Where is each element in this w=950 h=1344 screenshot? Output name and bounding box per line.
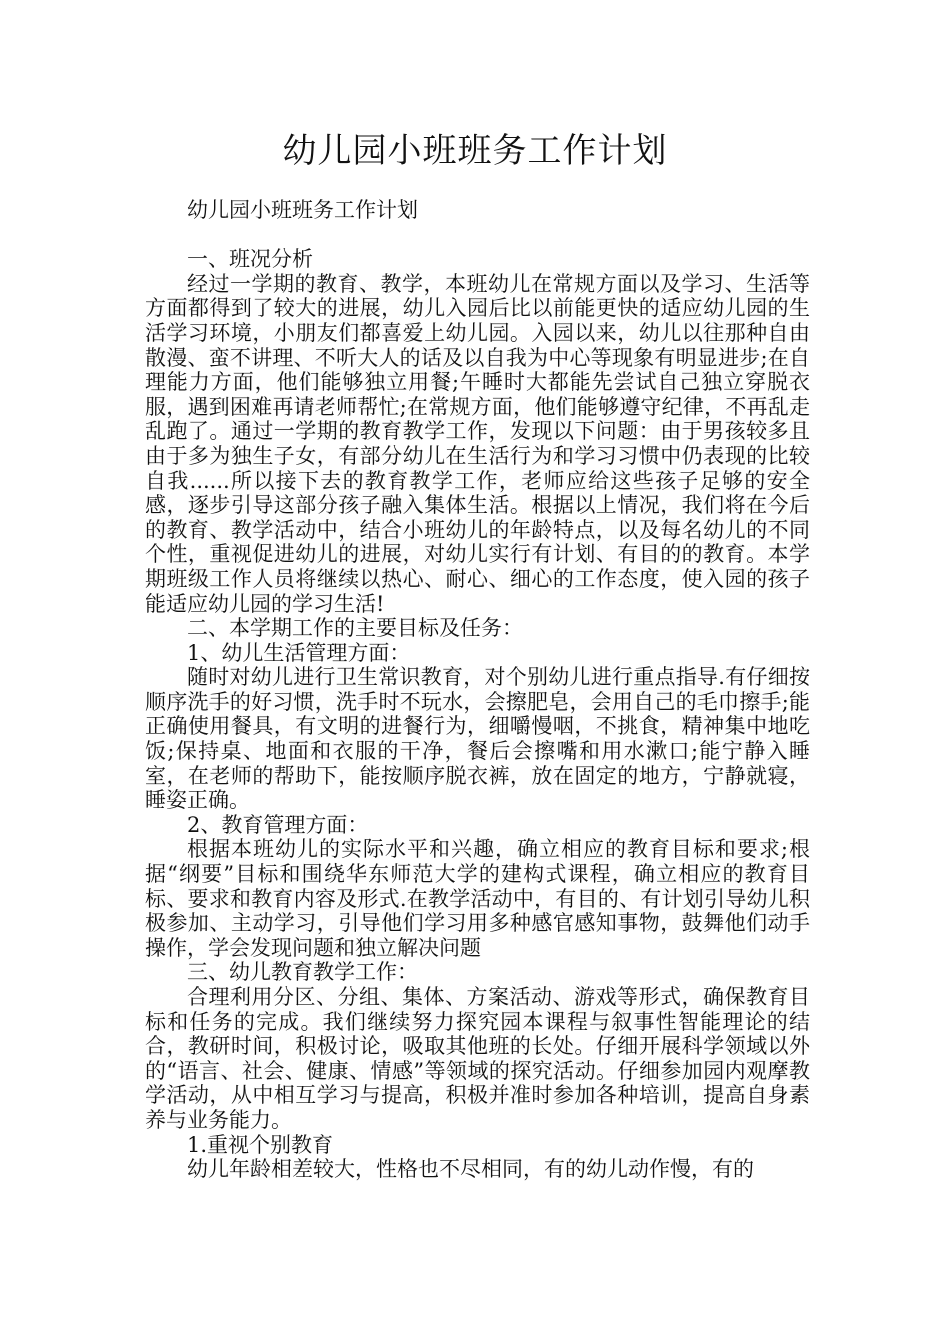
section-2-2-paragraph: 根据本班幼儿的实际水平和兴趣，确立相应的教育目标和要求;根据“纲要”目标和围绕华东师范大学的建构式课程，确立相应的教育目标、要求和教育内容及形式.在教学活动中，有目的、有计划引导幼儿积极参加、主动学习，引导他们学习用多种感官感知事物，鼓舞他们动手操作，学会发现问题和独立解决问题 bbox=[145, 837, 810, 960]
document-title: 幼儿园小班班务工作计划 bbox=[282, 131, 668, 171]
section-1-heading: 一、班况分析 bbox=[187, 247, 313, 272]
section-3-1-paragraph: 幼儿年龄相差较大，性格也不尽相同，有的幼儿动作慢，有的 bbox=[187, 1157, 754, 1182]
document-subtitle: 幼儿园小班班务工作计划 bbox=[187, 198, 418, 222]
section-2-heading: 二、本学期工作的主要目标及任务： bbox=[187, 616, 523, 641]
section-3-paragraph: 合理利用分区、分组、集体、方案活动、游戏等形式，确保教育目标和任务的完成。我们继续努力探究园本课程与叙事性智能理论的结合，教研时间，积极讨论，吸取其他班的长处。仔细开展科学领域以外的“语言、社会、健康、情感”等领域的探究活动。仔细参加园内观摩教学活动，从中相互学习与提高，积极并准时参加各种培训，提高自身素养与业务能力。 bbox=[145, 985, 810, 1132]
section-2-1-heading: 1、幼儿生活管理方面： bbox=[187, 640, 411, 665]
section-2-1-paragraph: 随时对幼儿进行卫生常识教育，对个别幼儿进行重点指导.有仔细按顺序洗手的好习惯，洗手时不玩水，会擦肥皂，会用自己的毛巾擦手;能正确使用餐具，有文明的进餐行为，细嚼慢咽，不挑食，精神集中地吃饭;保持桌、地面和衣服的干净，餐后会擦嘴和用水漱口;能宁静入睡室，在老师的帮助下，能按顺序脱衣裤，放在固定的地方，宁静就寝，睡姿正确。 bbox=[145, 665, 810, 813]
section-3-1-heading: 1.重视个别教育 bbox=[187, 1132, 334, 1157]
section-1-paragraph: 经过一学期的教育、教学，本班幼儿在常规方面以及学习、生活等方面都得到了较大的进展，幼儿入园后比以前能更快的适应幼儿园的生活学习环境，小朋友们都喜爱上幼儿园。入园以来，幼儿以往那种自由散漫、蛮不讲理、不听大人的话及以自我为中心等现象有明显进步;在自理能力方面，他们能够独立用餐;午睡时大都能先尝试自己独立穿脱衣服，遇到困难再请老师帮忙;在常规方面，他们能够遵守纪律，不再乱走乱跑了。通过一学期的教育教学工作，发现以下问题：由于男孩较多且由于多为独生子女，有部分幼儿在生活行为和学习习惯中仍表现的比较自我......所以接下去的教育教学工作，老师应给这些孩子足够的安全感，逐步引导这部分孩子融入集体生活。根据以上情况，我们将在今后的教育、教学活动中，结合小班幼儿的年龄特点，以及每名幼儿的不同个性，重视促进幼儿的进展，对幼儿实行有计划、有目的的教育。本学期班级工作人员将继续以热心、耐心、细心的工作态度，使入园的孩子能适应幼儿园的学习生活! bbox=[145, 271, 810, 616]
section-2-2-heading: 2、教育管理方面： bbox=[187, 812, 369, 837]
document-body bbox=[145, 198, 810, 1182]
section-3-heading: 三、幼儿教育教学工作： bbox=[187, 960, 418, 985]
